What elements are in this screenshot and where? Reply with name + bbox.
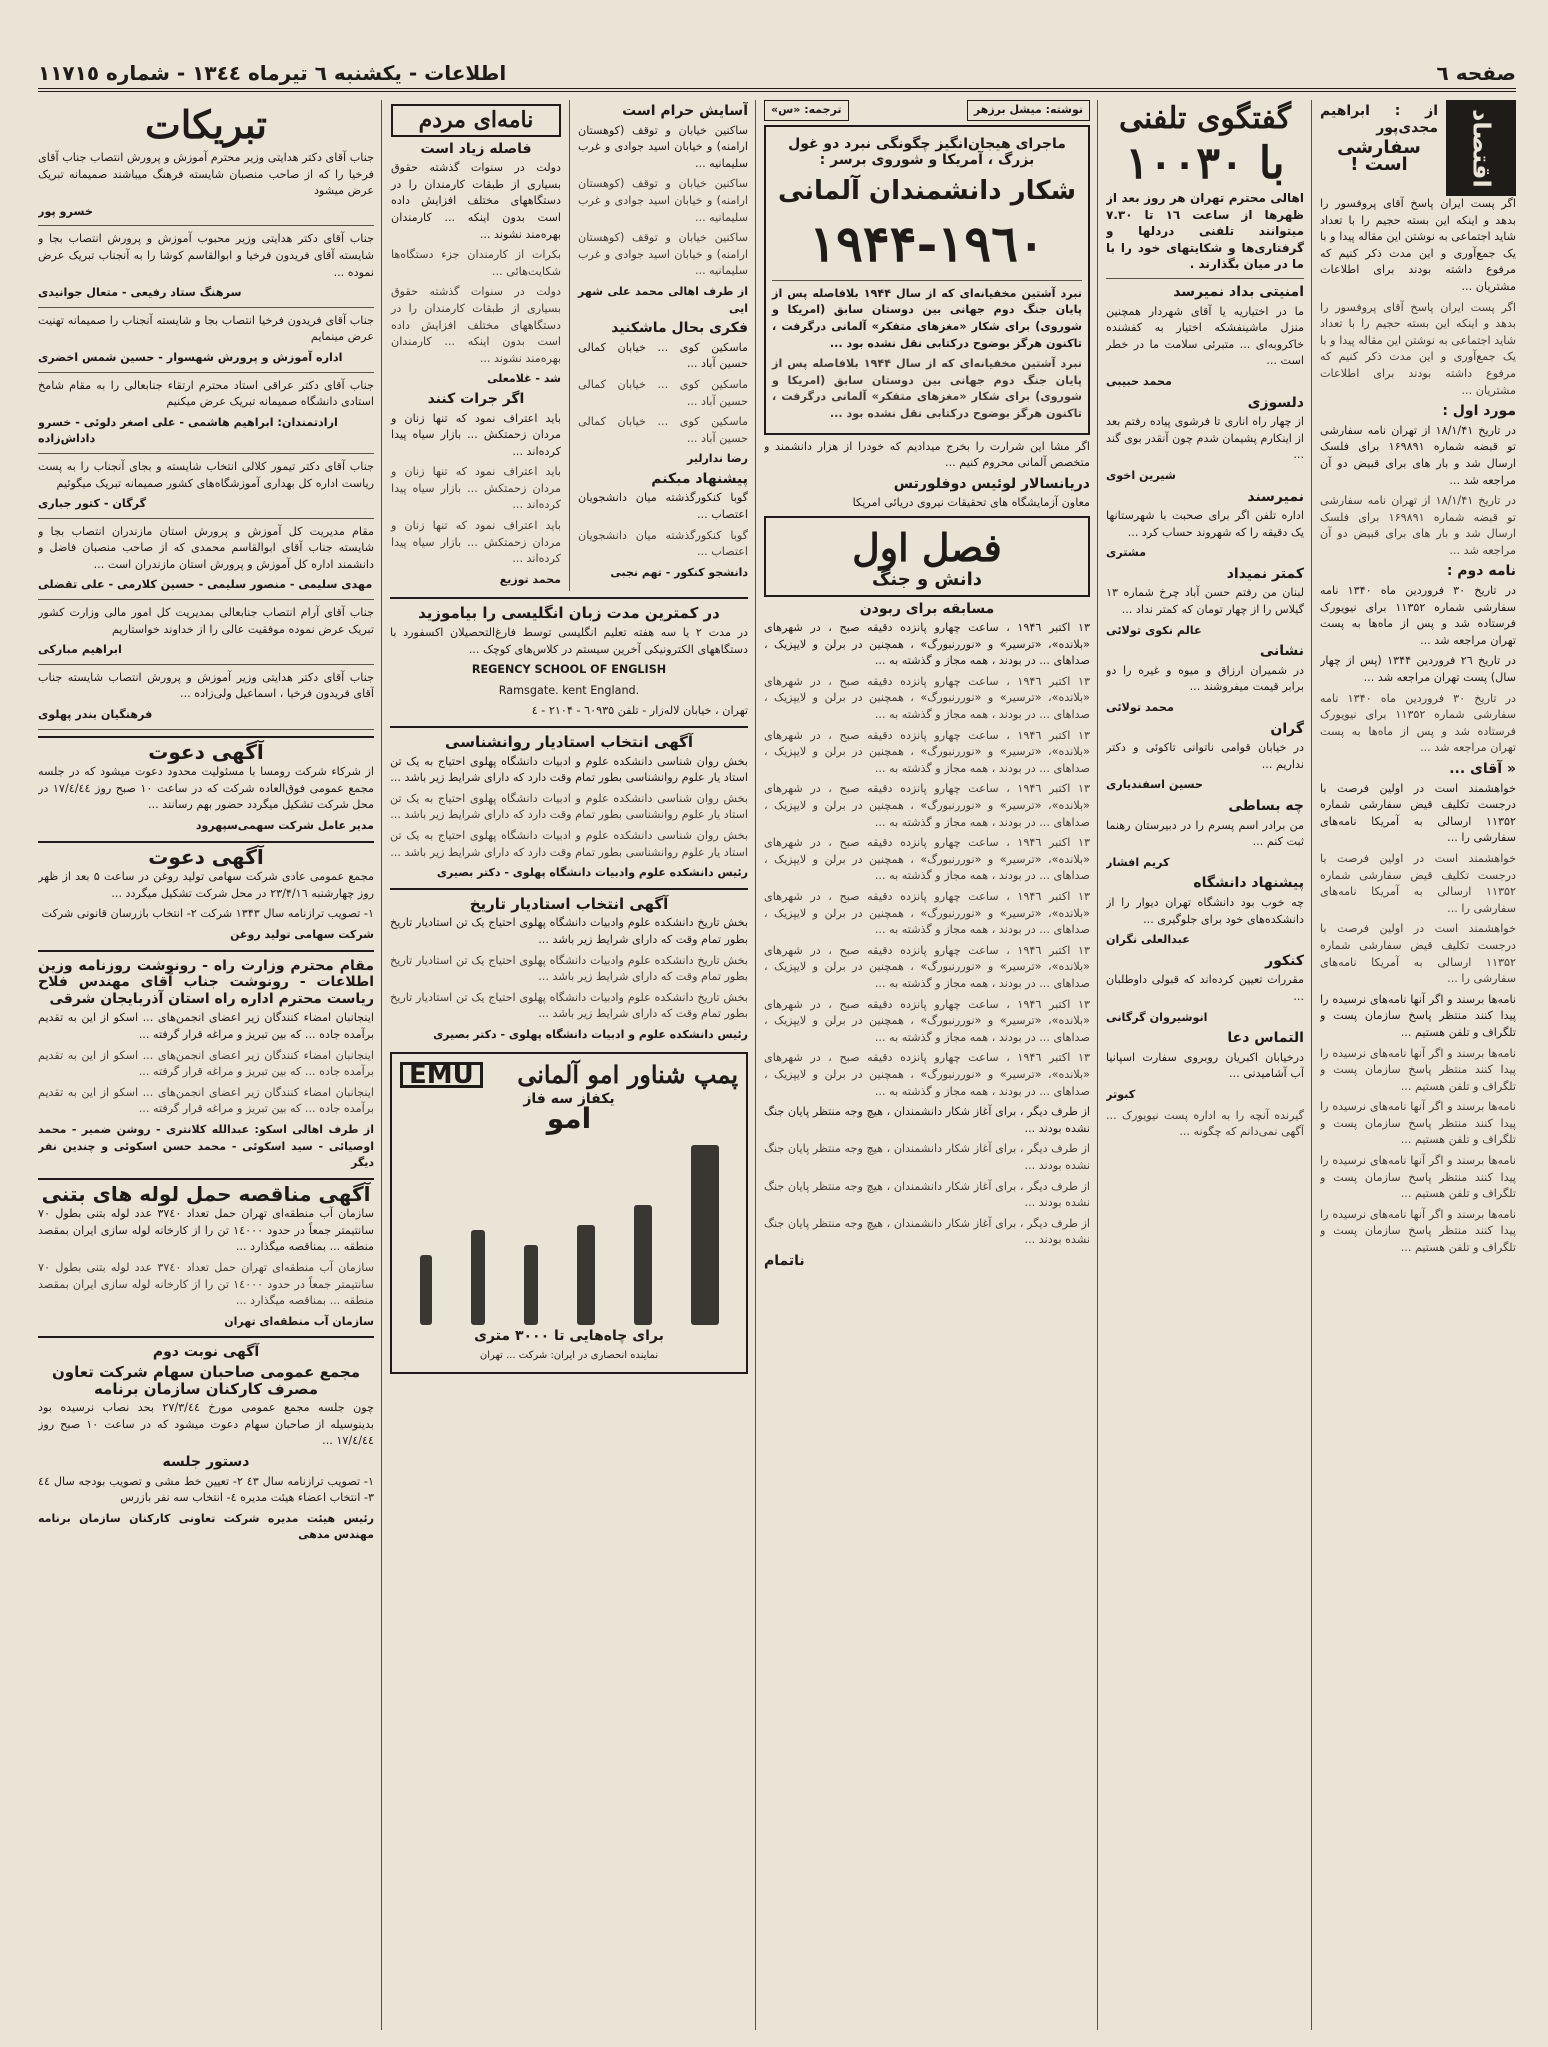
congrats-item-body: جناب آقای دکتر هدایتی وزیر محبوب آموزش و پرورش انتصاب بجا و شایسته آقای فریدون فرخیا و ابوالقاسم کوشا را به آنجناب تبریک عرض نموده ...	[38, 232, 374, 279]
article-from: از : ابراهیم مجدی‌پور	[1320, 103, 1438, 136]
closing-paragraph: نامه‌ها برسند و اگر آنها نامه‌های نرسیده را پیدا کنند منتظر پاسخ سازمان پست و تلگراف و تلفن هستیم ...	[1320, 992, 1516, 1039]
inner-rule	[569, 100, 570, 591]
congrats-item-body: جناب آقای دکتر عراقی استاد محترم ارتقاء جنابعالی را به مقام شامخ استادی دانشگاه صمیمانه تبریک عرض میکنیم	[38, 378, 374, 409]
pump-icon	[471, 1230, 485, 1325]
phone-item-sign: عالم نکوی تولائی	[1106, 623, 1202, 637]
congrats-title: تبریکات	[145, 102, 267, 147]
phone-item-body: در شمیران ارزاق و میوه و غیره را دو برابر قیمت میفروشند ...	[1106, 663, 1304, 694]
column-german-scientists	[764, 100, 1090, 2030]
section-body-cont: در تاریخ ۳۰ فروردین ماه ۱۳۴۰ نامه سفارشی شماره ۱۱۳۵۲ برای نیویورک فرستاده شد و پس از ماه‌ها به پست تهران مراجعه شد ...	[1320, 691, 1516, 755]
column-phone-talk	[1106, 100, 1304, 2030]
pump-icon	[691, 1145, 719, 1325]
article-body: ۱۳ اکتبر ۱۹۴٦ ، ساعت چهارو پانزده دقیقه صبح ، در شهرهای «بلانده»، «ترسیر» و «نوررنبورگ» ، همچنین در برلن و لایپزیک ، صداهای ... در بودند ، همه مجاز و گذشته به ...	[764, 621, 1090, 668]
phone-item-body: در خیابان قوامی ناتوانی تاکوئی و دکتر نداریم ...	[1106, 741, 1304, 771]
congrats-item-body: جناب آقای آرام انتصاب جنابعالی بمدیریت کل امور مالی وزارت کشور تبریک عرض نموده موفقیت عالی را از خداوند خواستاریم	[38, 606, 374, 636]
phone-item-title: گران	[1270, 720, 1304, 737]
english-ad-school: REGENCY SCHOOL OF ENGLISH	[471, 663, 667, 677]
phone-item-sign: کریم افشار	[1106, 855, 1170, 869]
history-ad-body: بخش تاریخ دانشکده علوم وادبیات دانشگاه پهلوی احتیاج یک تن استادیار تاریخ بطور تمام وقت که دارای شرایط زیر باشد ...	[390, 916, 748, 946]
page-number: صفحه ٦	[1436, 61, 1516, 85]
assembly-sign: رئیس هیئت مدیره شرکت تعاونی کارکنان سازمان برنامه مهندس مدهی	[38, 1511, 374, 1542]
letter-body: دولت در سنوات گذشته حقوق بسیاری از طبقات کارمندان را در دستگاههای مختلف افزایش داده است بدون اینکه ... کارمندان بهره‌مند نشوند ...	[391, 161, 561, 241]
phone-item-sign: مشتری	[1106, 546, 1147, 560]
agenda-items: ۱- تصویب ترازنامه سال ٤۳ ۲- تعیین خط مشی و تصویب بودجه سال ٤٤ ۳- انتخاب اعضاء هیئت مدیره ٤- انتخاب سه نفر بازرس	[38, 1474, 374, 1505]
letters-header: نامه‌ای مردم	[391, 104, 561, 137]
divider	[38, 518, 374, 519]
byline-author: نوشته: میشل برزهر	[967, 100, 1090, 121]
article-body-cont: ۱۳ اکتبر ۱۹۴٦ ، ساعت چهارو پانزده دقیقه صبح ، در شهرهای «بلانده»، «ترسیر» و «نوررنبورگ» ، همچنین در برلن و لایپزیک ، صداهای ... در بودند ، همه مجاز و گذشته به ...	[764, 997, 1090, 1044]
quote-body: خواهشمند است در اولین فرصت با درجست تکلیف قیض سفارشی شماره ۱۱۳۵۲ ارسالی به آمریکا نامه‌های سفارشی را ...	[1320, 781, 1516, 845]
closing-cont: نامه‌ها برسند و اگر آنها نامه‌های نرسیده را پیدا کنند منتظر پاسخ سازمان پست و تلگراف و تلفن هستیم ...	[1320, 1207, 1516, 1255]
article-body-cont: ۱۳ اکتبر ۱۹۴٦ ، ساعت چهارو پانزده دقیقه صبح ، در شهرهای «بلانده»، «ترسیر» و «نوررنبورگ» ، همچنین در برلن و لایپزیک ، صداهای ... در بودند ، همه مجاز و گذشته به ...	[764, 943, 1090, 990]
invite-title: آگهی دعوت	[148, 739, 264, 764]
section-title: مسابقه برای ربودن	[859, 600, 995, 617]
pump-note: برای چاه‌هایی تا ۳۰۰۰ متری	[474, 1328, 664, 1345]
intro-text-cont: نبرد آشتین مخفیانه‌ای که از سال ۱۹۴۴ بلافاصله پس از پایان جنگ دوم جهانی بین دوستان سابق (امریکا و شوروی) برای شکار «مغزهای متفکر» آلمانی درگرفت ، تاکنون هرگز بوضوح درکتابی نقل نشده بود ...	[772, 357, 1082, 420]
letter-sign: از طرف اهالی اسکو: عبدالله کلانتری - روشن ضمیر - محمد اوصیائی - سید اسکوئی - محمد حسن اسکوئی و چندین نفر دیگر	[38, 1122, 374, 1170]
letter-body-cont: ساکنین خیابان و توقف (کوهستان ارامنه) و خیابان اسید جوادی و غرب سلیمانیه ...	[578, 231, 748, 278]
column-rule	[1311, 100, 1312, 2030]
phone-item-sign: عبدالعلی نگران	[1106, 933, 1190, 947]
article-body-cont: ۱۳ اکتبر ۱۹۴٦ ، ساعت چهارو پانزده دقیقه صبح ، در شهرهای «بلانده»، «ترسیر» و «نوررنبورگ» ، همچنین در برلن و لایپزیک ، صداهای ... در بودند ، همه مجاز و گذشته به ...	[764, 890, 1090, 937]
letter-body-cont: ماسکین کوی ... خیابان کمالی حسین آباد ...	[578, 377, 748, 408]
closing-cont: نامه‌ها برسند و اگر آنها نامه‌های نرسیده را پیدا کنند منتظر پاسخ سازمان پست و تلگراف و تلفن هستیم ...	[1320, 1046, 1516, 1093]
article-body-cont: اگر پست ایران پاسخ آقای پروفسور را بدهد و اینکه این بسته حجیم را با تعداد شاید اجتماعی به نوشتن این مقاله پیدا و با یک جمع‌آوری و این مدت ذکر کنیم که مرفوع داشته بودند برای اطلاعات مشتریان ...	[1320, 300, 1516, 397]
chapter-box	[764, 516, 1090, 597]
pump-icon	[634, 1205, 652, 1325]
letter-title: پیشنهاد مبکنم	[651, 470, 748, 487]
pump-illustration	[400, 1135, 738, 1325]
closing-cont: نامه‌ها برسند و اگر آنها نامه‌های نرسیده را پیدا کنند منتظر پاسخ سازمان پست و تلگراف و تلفن هستیم ...	[1320, 1100, 1516, 1147]
history-ad-body-cont: بخش تاریخ دانشکده علوم وادبیات دانشگاه پهلوی احتیاج یک تن استادیار تاریخ بطور تمام وقت که دارای شرایط زیر باشد ...	[390, 953, 748, 984]
congrats-item-sign: گرگان - کتور جباری	[38, 497, 147, 511]
letter-body-cont: باید اعتراف نمود که تنها زنان و مردان زحمتکش ... بازار سیاه پیدا کرده‌اند ...	[391, 519, 561, 566]
phone-intro: اهالی محترم تهران هر روز بعد از ظهرها از ساعت ۱٦ تا ۷.۳۰ میتوانند تلفنی دردلها و گرفتاری‌ها و شکایتهای خود را با ما در میان بگذارند .	[1106, 191, 1304, 272]
article-body-cont: ۱۳ اکتبر ۱۹۴٦ ، ساعت چهارو پانزده دقیقه صبح ، در شهرهای «بلانده»، «ترسیر» و «نوررنبورگ» ، همچنین در برلن و لایپزیک ، صداهای ... در بودند ، همه مجاز و گذشته به ...	[764, 1051, 1090, 1098]
letter-title: فاصله زیاد است	[420, 140, 532, 157]
pump-ad	[390, 1052, 748, 1375]
phone-item-body: از چهار راه اناری تا فرشوی پیاده رفتم بعد از اینکارم پشیمان شدم چون آنقدر بوی گند ...	[1106, 415, 1304, 462]
divider	[38, 950, 374, 952]
letter-body-cont: دولت در سنوات گذشته حقوق بسیاری از طبقات کارمندان را در دستگاههای مختلف افزایش داده است بدون اینکه ... کارمندان بهره‌مند نشوند ...	[391, 285, 561, 365]
letter-sign: از طرف اهالی محمد علی شهر ایی	[578, 284, 748, 315]
column-letters-ads	[390, 100, 748, 2030]
phone-item-sign: محمد تولائی	[1106, 701, 1174, 715]
divider	[390, 597, 748, 599]
divider	[772, 280, 1082, 281]
history-ad-sign: رئیس دانشکده علوم و ادبیات دانشگاه پهلوی - دکتر بصیری	[433, 1027, 748, 1041]
letter-body: ماسکین کوی ... خیابان کمالی حسین آباد ...	[578, 340, 748, 371]
deck: ماجرای هیجان‌انگیز چگونگی نبرد دو غول بزرگ ، آمریکا و شوروی برسر :	[788, 135, 1066, 169]
phone-item-title: کمتر نمیداد	[1226, 565, 1304, 582]
quote-open: « آقای ...	[1449, 761, 1516, 777]
divider	[390, 888, 748, 890]
pump-subtitle: یکفاز سه فاز	[523, 1091, 615, 1108]
quote-text: اگر مشا این شرارت را بخرج میدادیم که خودرا از هزار دانشمند و متخصص آلمانی محروم کنیم ...	[764, 439, 1090, 470]
columns	[38, 100, 1516, 2030]
phone-item-body: ما در اختیاریه یا آقای شهردار همچنین منزل ماشینفشکه اختیار به کفشنده خاکروبه‌ای ... متبرئی سلامت ما در خطر است ...	[1106, 304, 1304, 368]
headline: شکار دانشمندان آلمانی	[777, 175, 1077, 206]
pump-icon	[420, 1255, 432, 1325]
pump-agent: نماینده انحصاری در ایران: شرکت ... تهران	[479, 1349, 659, 1361]
quote-author-title: معاون آزمایشگاه های تحقیقات نیروی دریائی امریکا	[852, 496, 1090, 510]
article-body-cont: ۱۳ اکتبر ۱۹۴٦ ، ساعت چهارو پانزده دقیقه صبح ، در شهرهای «بلانده»، «ترسیر» و «نوررنبورگ» ، همچنین در برلن و لایپزیک ، صداهای ... در بودند ، همه مجاز و گذشته به ...	[764, 836, 1090, 883]
english-ad-title: در کمترین مدت زبان انگلیسی را بیاموزید	[418, 604, 720, 623]
divider	[38, 1336, 374, 1338]
section-body: در تاریخ ۲٦ فروردین ۱۳۴۴ (پس از چهار سال) پست تهران مراجعه شد ...	[1320, 654, 1516, 685]
section-body: در تاریخ ۱۸/۱/۴۱ از تهران نامه سفارشی تو قبضه شماره ۱۶۹۸۹۱ برای فلسک ارسال شد و بار های برای قبیض دو آن مراجعه شد ...	[1320, 423, 1516, 487]
article-body: اگر پست ایران پاسخ آقای پروفسور را بدهد و اینکه این بسته حجیم را با تعداد شاید اجتماعی به نوشتن این مقاله پیدا و با یک جمع‌آوری و این مدت ذکر کنیم که مرفوع داشته بودند برای اطلاعات مشتریان ...	[1320, 197, 1516, 293]
letter-body: اینجانبان امضاء کنندگان زیر اعضای انجمن‌های ... اسکو از این به تقدیم برآمده جاده ... که بین تبریز و مراغه قرار گرفته ...	[38, 1011, 374, 1041]
divider	[1106, 278, 1304, 279]
phone-item-sign: کبوتر	[1106, 1087, 1136, 1101]
letter-body: ساکنین خیابان و توقف (کوهستان ارامنه) و خیابان اسید جوادی و غرب سلیمانیه ...	[578, 123, 748, 170]
letter-body-cont: بکرات از کارمندان جزء دستگاه‌ها شکایت‌هائی ...	[391, 248, 561, 278]
congrats-item-sign: خسرو پور	[38, 204, 93, 218]
invite-sign: شرکت سهامی تولید روغن	[230, 927, 374, 941]
byline-translator: ترجمه: «س»	[764, 100, 849, 121]
congrats-item-sign: مهدی سلیمی - منصور سلیمی - حسین کلارمی - علی تقضلی	[38, 578, 373, 592]
letter-body: گوبا کنکورگذشته میان دانشجویان اعتصاب ...	[578, 491, 748, 522]
letter-body-cont: ساکنین خیابان و توقف (کوهستان ارامنه) و خیابان اسید جوادی و غرب سلیمانیه ...	[578, 177, 748, 224]
phone-item-body: اداره تلفن اگر برای صحبت با شهرستانها یک دقیقه را که شهروند حساب کرد ...	[1106, 509, 1304, 539]
letter-body-cont: اینجانبان امضاء کنندگان زیر اعضای انجمن‌های ... اسکو از این به تقدیم برآمده جاده ... که بین تبریز و مراغه قرار گرفته ...	[38, 1048, 374, 1079]
chapter-subtitle: دانش و جنگ	[871, 568, 983, 590]
phone-item-sign: محمد حبیبی	[1106, 374, 1172, 388]
assembly-body: چون جلسه مجمع عمومی مورخ ۲۷/۳/٤٤ بحد نصاب نرسیده بود بدینوسیله از صاحبان سهام دعوت میشود که در ساعت ۱۰ صبح روز ۱۷/٤/٤٤ ...	[38, 1401, 374, 1448]
economy-logo: اقتصاد	[1446, 100, 1516, 196]
letter-title: فکری بحال ماشکنید	[611, 320, 748, 337]
psych-ad-sign: رئیس دانشکده علوم وادبیات دانشگاه پهلوی - دکتر بصیری	[436, 866, 748, 880]
article-body-2: از طرف دیگر ، برای آغاز شکار دانشمندان ، هیچ وجه منتظر پایان جنگ نشده بودند ...	[764, 1105, 1090, 1135]
phone-item-sign: حسین اسفندیاری	[1106, 778, 1203, 792]
article-body-2-cont: از طرف دیگر ، برای آغاز شکار دانشمندان ، هیچ وجه منتظر پایان جنگ نشده بودند ...	[764, 1142, 1090, 1172]
article-body-cont: ۱۳ اکتبر ۱۹۴٦ ، ساعت چهارو پانزده دقیقه صبح ، در شهرهای «بلانده»، «ترسیر» و «نوررنبورگ» ، همچنین در برلن و لایپزیک ، صداهای ... در بودند ، همه مجاز و گذشته به ...	[764, 674, 1090, 722]
divider	[38, 664, 374, 665]
phone-item-body: من برادر اسم پسرم را در دبیرستان رهنما ثبت کنم ...	[1106, 818, 1304, 849]
congrats-item-body: جناب آقای دکتر تیمور کلالی انتخاب شایسته و بجای آنجناب را به پست ریاست اداره کل بهداری آموزشگاه‌های کشور صمیمانه تبریک میگوئیم	[38, 459, 374, 490]
quote-author: دریانسالار لوئیس دوفلورتس	[893, 475, 1090, 492]
section-heading: مورد اول :	[1442, 403, 1516, 420]
letter-sign: محمد توزیع	[499, 572, 561, 586]
divider	[38, 729, 374, 730]
headline-years: ۱۹۴۴-۱۹٦۰	[809, 213, 1045, 273]
phone-item-title: دلسوزی	[1247, 394, 1304, 411]
assembly-title: مجمع عمومی صاحبان سهام شرکت تعاون مصرف کارکنان سازمان برنامه	[52, 1363, 360, 1398]
divider	[38, 1178, 374, 1180]
tender-body-cont: سازمان آب منطقه‌ای تهران حمل تعداد ۳۷٤۰ عدد لوله بتنی بطول ۷۰ سانتیمتر جمعاً در حدود ۱٤۰۰۰ تن را از کارخانه لوله سازی ایران بمقصد منطقه ... بمناقصه میگذارد ...	[38, 1261, 374, 1308]
congrats-item-sign: فرهنگیان بندر پهلوی	[38, 708, 153, 722]
phone-item-title: کنکور	[1265, 952, 1304, 969]
article-body-cont: ۱۳ اکتبر ۱۹۴٦ ، ساعت چهارو پانزده دقیقه صبح ، در شهرهای «بلانده»، «ترسیر» و «نوررنبورگ» ، همچنین در برلن و لایپزیک ، صداهای ... در بودند ، همه مجاز و گذشته به ...	[764, 728, 1090, 775]
english-ad-phone: تهران ، خیابان لاله‌زار - تلفن ٦۰٩۳۵ - ۲۱۰۴ - ٤	[531, 704, 748, 718]
congrats-item-sign: اداره آموزش و پرورش شهسوار - حسین شمس اخضری	[38, 350, 343, 364]
invite-body: مجمع عمومی عادی شرکت سهامی تولید روغن در ساعت ۵ بعد از ظهر روز چهارشنبه ۲۳/۴/۱٦ در محل شرکت تشکیل میگردد ...	[38, 870, 374, 900]
column-rule	[1097, 100, 1098, 2030]
psych-ad-body-cont: بخش روان شناسی دانشکده علوم و ادبیات دانشگاه پهلوی احتیاج به یک تن استاد یار علوم روانشناسی بطور تمام وقت دارد که دارای شرایط زیر باشد ...	[390, 791, 748, 822]
phone-bottom: گیرنده آنچه را به اداره پست نیویورک ... آگهی نمی‌دانم که چگونه ...	[1106, 1108, 1304, 1139]
letter-heading: مقام محترم وزارت راه - رونوشت روزنامه وزین اطلاعات - رونوشت جناب آقای مهندس فلاح ریاست محترم اداره راه استان آذربایجان شرقی	[38, 957, 374, 1007]
article-body-2-cont: از طرف دیگر ، برای آغاز شکار دانشمندان ، هیچ وجه منتظر پایان جنگ نشده بودند ...	[764, 1179, 1090, 1210]
headline-box	[764, 125, 1090, 435]
section-body: در تاریخ ۳۰ فروردین ماه ۱۳۴۰ نامه سفارشی شماره ۱۱۳۵۲ برای نیویورک فرستاده شد و پس از ماه‌ها به پست تهران مراجعه شد ...	[1320, 584, 1516, 647]
phone-number: با ۱۰۰۳۰	[1125, 138, 1285, 189]
quote-body-cont: خواهشمند است در اولین فرصت با درجست تکلیف قیض سفارشی شماره ۱۱۳۵۲ ارسالی به آمریکا نامه‌های سفارشی را ...	[1320, 851, 1516, 915]
column-rule	[381, 100, 382, 2030]
tender-sign: سازمان آب منطقه‌ای تهران	[224, 1314, 374, 1328]
pump-title: پمپ شناور امو آلمانی	[517, 1059, 738, 1089]
history-ad-title: آگهی انتخاب استادیار تاریخ	[469, 894, 669, 913]
letter-body-cont: ماسکین کوی ... خیابان کمالی حسین آباد ...	[578, 415, 748, 445]
letter-body-cont: باید اعتراف نمود که تنها زنان و مردان زحمتکش ... بازار سیاه پیدا کرده‌اند ...	[391, 465, 561, 512]
column-rule	[755, 100, 756, 2030]
phone-item-title: چه بساطی	[1228, 798, 1304, 814]
intro-text: نبرد آشتین مخفیانه‌ای که از سال ۱۹۴۴ بلافاصله پس از پایان جنگ دوم جهانی بین دوستان سابق (امریکا و شوروی) برای شکار «مغزهای متفکر» آلمانی درگرفت ، تاکنون هرگز بوضوح درکتابی نقل نشده بود ...	[772, 286, 1082, 350]
divider	[38, 372, 374, 373]
letter-title: آسایش حرام است	[622, 103, 748, 119]
phone-item-title: پیشنهاد دانشگاه	[1193, 875, 1304, 892]
phone-item-title: نمیرسند	[1247, 488, 1304, 505]
invite-items: ۱- تصویب ترازنامه سال ۱۳۴۳ شرکت ۲- انتخاب بازرسان قانونی شرکت	[41, 907, 374, 921]
psych-ad-body-cont: بخش روان شناسی دانشکده علوم و ادبیات دانشگاه پهلوی احتیاج به یک تن استاد یار علوم روانشناسی بطور تمام وقت دارد که دارای شرایط زیر باشد ...	[390, 828, 748, 859]
tender-title: آگهی مناقصه حمل لوله های بتنی	[41, 1181, 371, 1206]
emu-logo: EMU	[400, 1062, 483, 1089]
congrats-item-body: جناب آقای دکتر هدایتی وزیر آموزش و پرورش انتصاب شایسته جناب آقای فریدون فرخیا ، اسماعیل ولی‌زاده ...	[38, 670, 374, 701]
phone-item-body: چه خوب بود دانشگاه تهران دیوار را از دانشکده‌های خود برای جلوگیری ...	[1106, 895, 1304, 926]
letters-left	[391, 100, 561, 591]
section-heading: نامه دوم :	[1446, 563, 1516, 580]
letter-sign: شد - غلامعلی	[487, 372, 561, 386]
phone-title: گفتگوی تلفنی	[1118, 101, 1292, 136]
issue-line: اطلاعات - یکشنبه ٦ تیرماه ١٣٤٤ - شماره ١١٧١٥	[38, 61, 507, 85]
history-ad-body-cont: بخش تاریخ دانشکده علوم وادبیات دانشگاه پهلوی احتیاج یک تن استادیار تاریخ بطور تمام وقت که دارای شرایط زیر باشد ...	[390, 990, 748, 1021]
invite-body: از شرکاء شرکت رومسا با مسئولیت محدود دعوت میشود که در جلسه مجمع عمومی فوق‌العاده شرکت که در ساعت ۱۰ صبح روز ۱۷/٤/٤٤ در محل شرکت تشکیل میگردد حضور بهم رسانند ...	[38, 765, 374, 812]
english-ad-address: Ramsgate. kent England.	[498, 683, 640, 697]
letter-sign: دانشجو کنکور - تهم نجبی	[610, 565, 748, 579]
page-header	[38, 58, 1516, 92]
phone-items	[1106, 284, 1304, 1104]
article-body-cont: ۱۳ اکتبر ۱۹۴٦ ، ساعت چهارو پانزده دقیقه صبح ، در شهرهای «بلانده»، «ترسیر» و «نوررنبورگ» ، همچنین در برلن و لایپزیک ، صداهای ... در بودند ، همه مجاز و گذشته به ...	[764, 782, 1090, 829]
letters-right	[578, 100, 748, 591]
phone-item-sign: انوشیروان گرگانی	[1106, 1010, 1208, 1024]
phone-item-sign: شیرین اخوی	[1106, 468, 1176, 482]
agenda-title: دستور جلسه	[162, 1454, 250, 1470]
divider	[38, 307, 374, 308]
psych-ad-body: بخش روان شناسی دانشکده علوم و ادبیات دانشگاه پهلوی احتیاج به یک تن استاد یار علوم روانشناسی بطور تمام وقت دارد که دارای شرایط زیر باشد ...	[390, 754, 748, 785]
pump-icon	[524, 1245, 538, 1325]
congrats-item-body: جناب آقای فریدون فرخیا انتصاب بجا و شایسته آنجناب را صمیمانه تهنیت عرض مینمایم	[38, 313, 374, 344]
chapter-title: فصل اول	[852, 524, 1002, 570]
divider	[38, 453, 374, 454]
article-title: سفارشی است !	[1337, 137, 1421, 175]
tender-body: سازمان آب منطقه‌ای تهران حمل تعداد ۳۷٤۰ عدد لوله بتنی بطول ۷۰ سانتیمتر جمعاً در حدود ۱٤۰۰۰ تن را از کارخانه لوله سازی ایران بمقصد منطقه ... بمناقصه میگذارد ...	[38, 1207, 374, 1254]
congrats-list	[38, 150, 374, 730]
phone-item-body: درخیابان اکبریان روبروی سفارت اسپانیا آب آشامیدنی ...	[1106, 1050, 1304, 1081]
quote-body-cont: خواهشمند است در اولین فرصت با درجست تکلیف قیض سفارشی شماره ۱۱۳۵۲ ارسالی به آمریکا نامه‌های سفارشی را ...	[1320, 922, 1516, 986]
to-be-continued: ناتمام	[764, 1252, 805, 1269]
phone-item-body: لبنان من رفتم حسن آباد چرخ شماره ۱۳ گیلاس را از چهار تومان که کمتر نداد ...	[1106, 586, 1304, 617]
letter-sign: رضا ندارلیر	[687, 452, 748, 466]
pump-icon	[577, 1225, 595, 1325]
congrats-item-sign: ابراهیم مبارکی	[38, 643, 122, 657]
congrats-item-body: جناب آقای دکتر هدایتی وزیر محترم آموزش و پرورش انتصاب جناب آقای فرخیا را که از صاحب منصبان شایسته فرهنگ میباشند صمیمانه تبریک عرض میشود	[38, 151, 374, 198]
invite-title: آگهی دعوت	[148, 844, 264, 869]
letter-body: باید اعتراف نمود که تنها زنان و مردان زحمتکش ... بازار سیاه پیدا کرده‌اند ...	[391, 411, 561, 458]
section-body-cont: در تاریخ ۱۸/۱/۴۱ از تهران نامه سفارشی تو قبضه شماره ۱۶۹۸۹۱ برای فلسک ارسال شد و بار های برای قبیض دو آن مراجعه شد ...	[1320, 494, 1516, 557]
divider	[38, 599, 374, 600]
letter-body-cont: گوبا کنکورگذشته میان دانشجویان اعتصاب ...	[578, 528, 748, 559]
psych-ad-title: آگهی انتخاب استادیار روانشناسی	[445, 733, 693, 751]
phone-item-title: امنیتی بداد نمیرسد	[1173, 283, 1304, 300]
letter-body-cont: اینجانبان امضاء کنندگان زیر اعضای انجمن‌های ... اسکو از این به تقدیم برآمده جاده ... که بین تبریز و مراغه قرار گرفته ...	[38, 1085, 374, 1116]
pump-name: امو	[546, 1101, 592, 1135]
congrats-item-sign: سرهنگ ستاد رفیعی - متعال جوانیدی	[38, 286, 242, 300]
assembly-label: آگهی نوبت دوم	[152, 1344, 260, 1361]
divider	[390, 726, 748, 728]
phone-item-title: نشانی	[1259, 643, 1304, 660]
divider	[38, 736, 374, 738]
congrats-item-sign: ارادتمندان: ابراهیم هاشمی - علی اصغر دلوئی - خسرو داداش‌زاده	[38, 415, 338, 446]
phone-item-body: مقررات تعیین کرده‌اند که قبولی داوطلبان ...	[1106, 973, 1304, 1003]
english-ad-body: در مدت ۲ یا سه هفته تعلیم انگلیسی توسط فارغ‌التحصیلان اکسفورد با دستگاههای الکترونیکی آخرین سیستم در کلاس‌های کوچک ...	[390, 626, 748, 656]
closing-cont: نامه‌ها برسند و اگر آنها نامه‌های نرسیده را پیدا کنند منتظر پاسخ سازمان پست و تلگراف و تلفن هستیم ...	[1320, 1154, 1516, 1201]
divider	[38, 225, 374, 226]
divider	[38, 841, 374, 843]
phone-item-title: التماس دعا	[1227, 1030, 1304, 1047]
letter-title: اگر جرات کنند	[427, 390, 525, 407]
article-body-2-cont: از طرف دیگر ، برای آغاز شکار دانشمندان ، هیچ وجه منتظر پایان جنگ نشده بودند ...	[764, 1216, 1090, 1247]
column-congratulations	[38, 100, 374, 2030]
invite-sign: مدیر عامل شرکت سهمی‌سپهرود	[195, 819, 374, 832]
congrats-item-body: مقام مدیریت کل آموزش و پرورش استان مازندران انتصاب بجا و شایسته جناب آقای ابوالقاسم محمدی که از صاحب منصبان فاضل و دانشمند اداره کل آموزش و پرورش استان مازندران است ...	[38, 524, 374, 571]
column-postal-complaint	[1320, 100, 1516, 2030]
